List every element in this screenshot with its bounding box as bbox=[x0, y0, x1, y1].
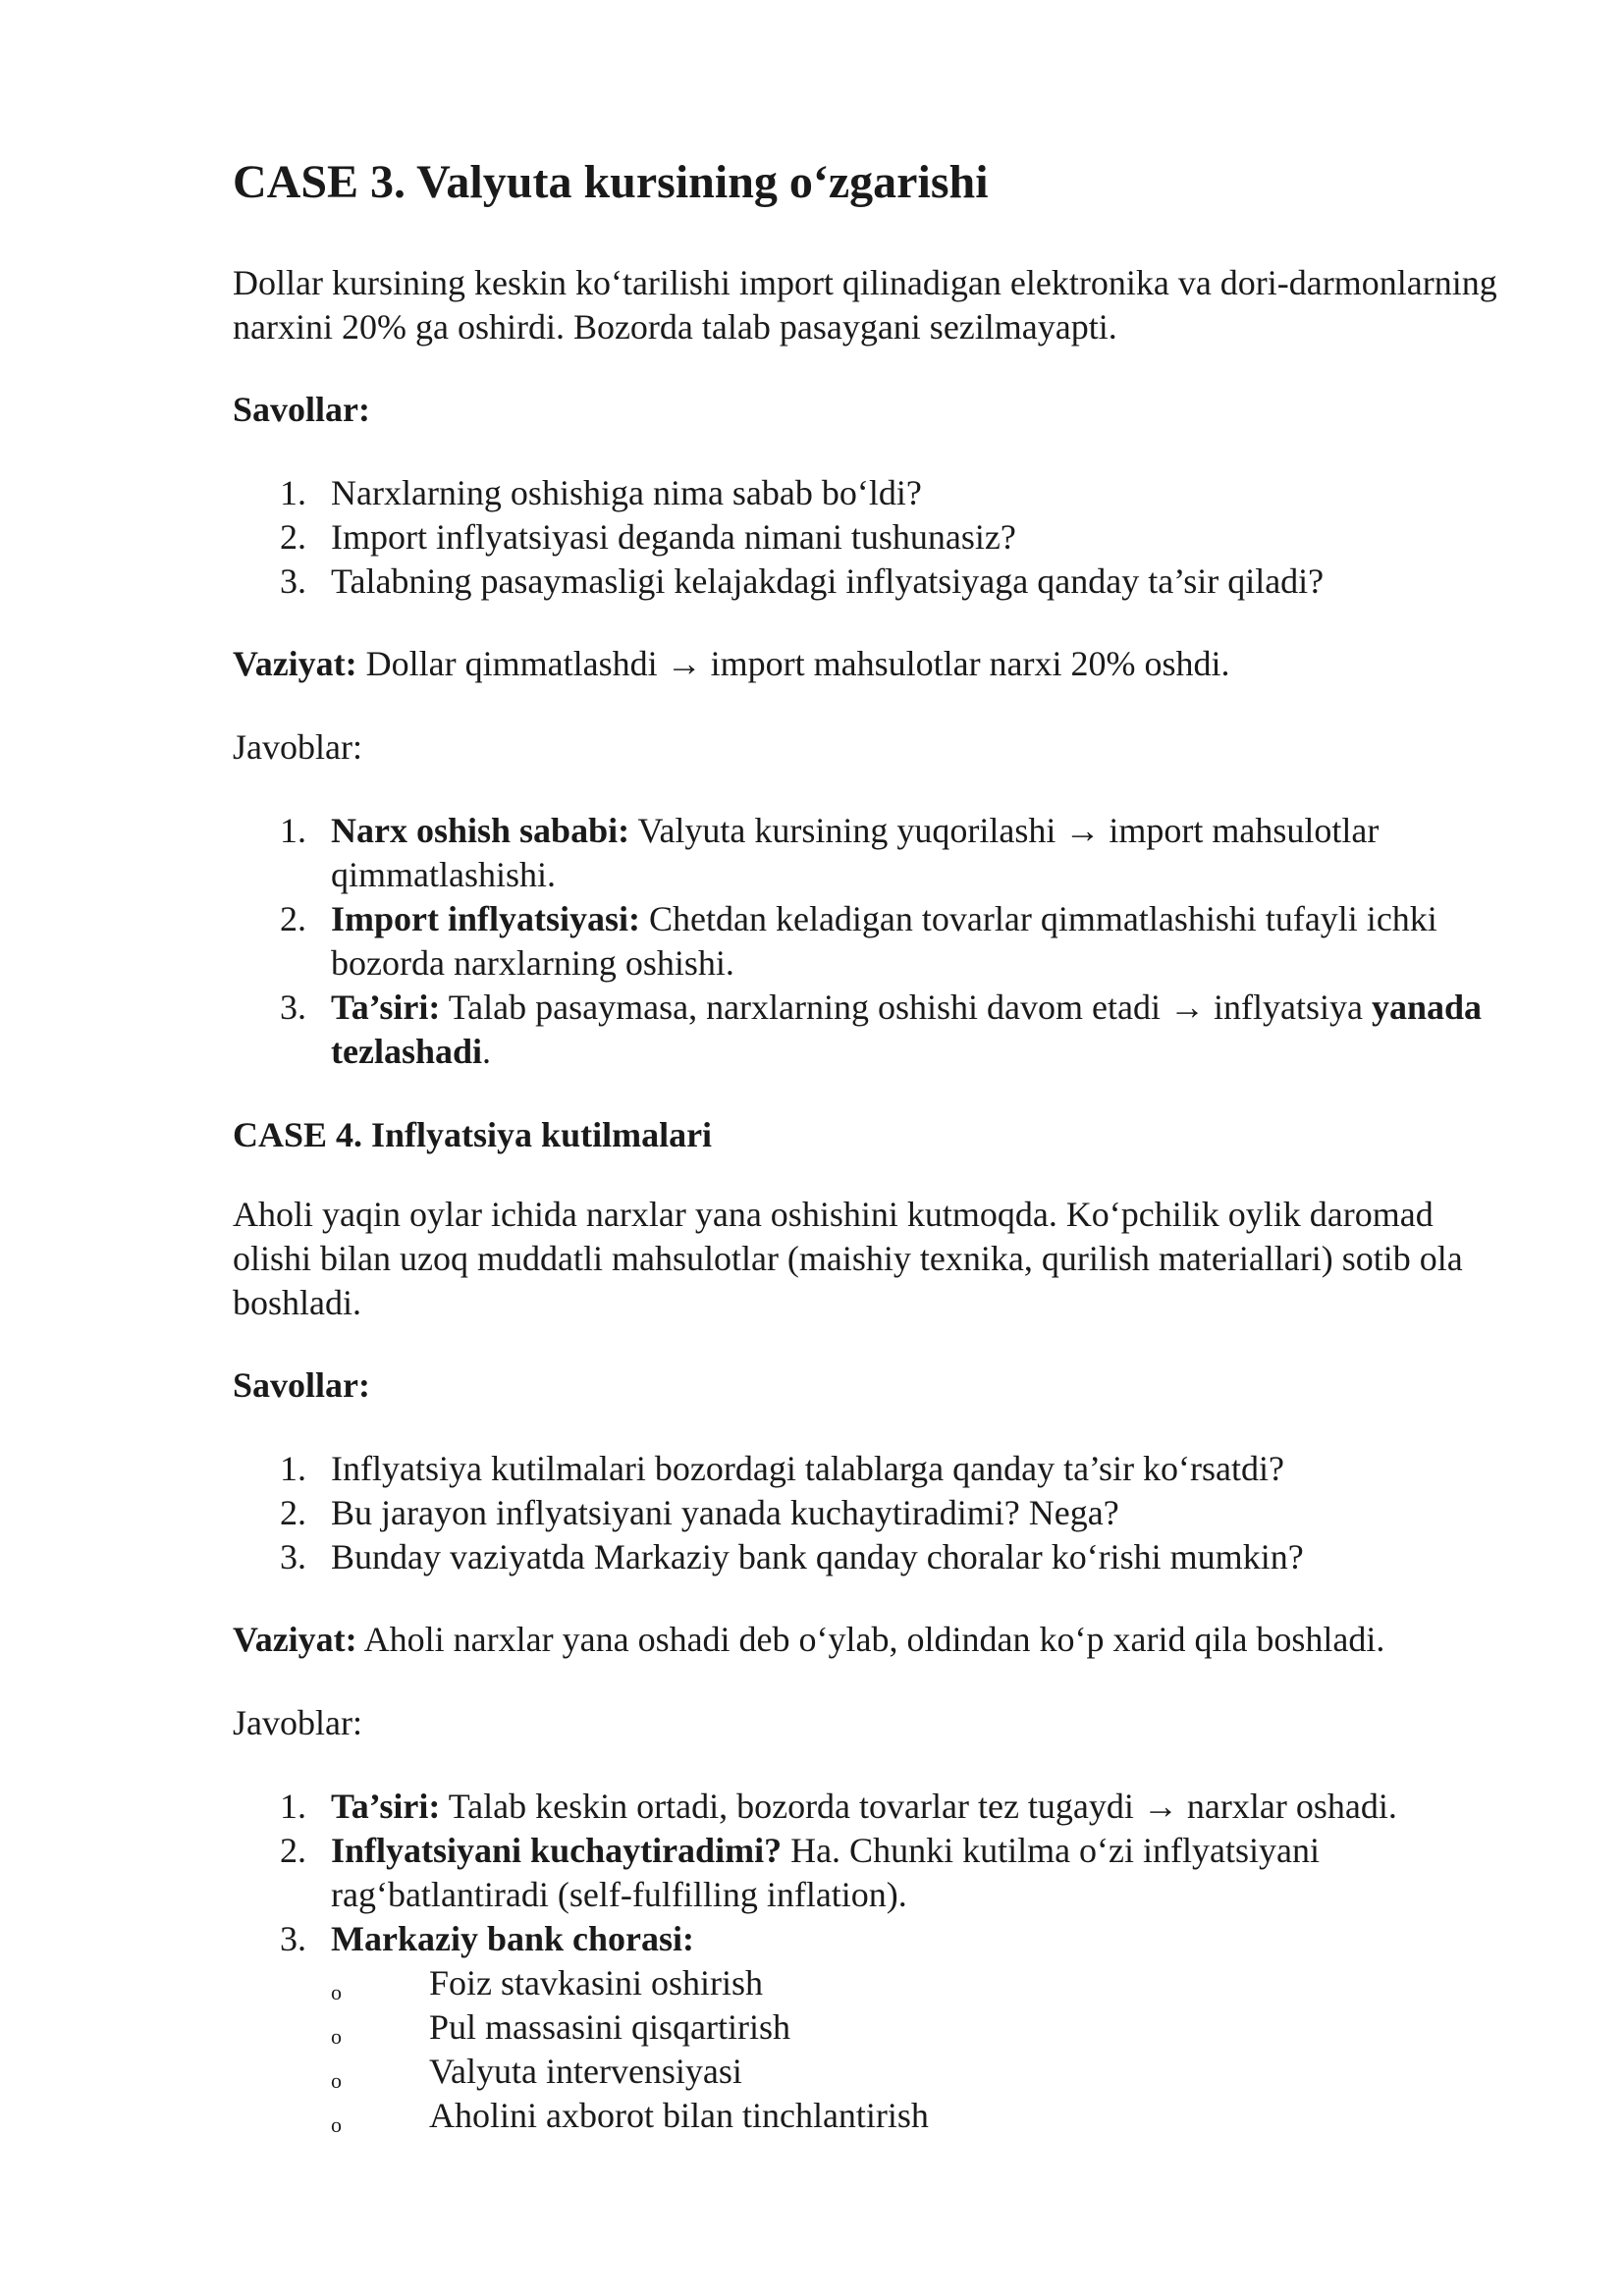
case4-title: CASE 4. Inflyatsiya kutilmalari bbox=[233, 1115, 713, 1154]
circle-bullet-icon: o bbox=[331, 2068, 342, 2093]
list-item: 3. Talabning pasaymasligi kelajakdagi inflyatsiyaga qanday ta’sir qiladi? bbox=[280, 561, 1325, 601]
list-item: o Pul massasini qisqartirish bbox=[331, 2005, 1506, 2050]
list-item: 1. Ta’siri: Talab keskin ortadi, bozorda tovarlar tez tugaydi → narxlar oshadi. bbox=[280, 1787, 1397, 1826]
situation-label: Vaziyat: bbox=[233, 644, 357, 683]
case4-answers-list bbox=[233, 1785, 1506, 2138]
situation-text: Aholi narxlar yana oshadi deb o‘ylab, oldindan ko‘p xarid qila boshladi. bbox=[356, 1620, 1385, 1659]
case4-situation bbox=[233, 1618, 1506, 1662]
list-item: 2. Bu jarayon inflyatsiyani yanada kuchaytiradimi? Nega? bbox=[280, 1493, 1119, 1532]
list-item: o Foiz stavkasini oshirish bbox=[331, 1961, 1506, 2005]
case4-questions-list bbox=[233, 1447, 1506, 1579]
case3-questions-list bbox=[233, 471, 1506, 604]
situation-text: Dollar qimmatlashdi → import mahsulotlar narxi 20% oshdi. bbox=[356, 644, 1230, 683]
case3-answers-label: Javoblar: bbox=[233, 727, 362, 767]
list-item: 2. Import inflyatsiyasi: Chetdan keladigan tovarlar qimmatlashishi tufayli ichki bozorda narxlarning oshishi. bbox=[280, 899, 1437, 983]
central-bank-measures-list bbox=[331, 1961, 1506, 2138]
list-item: 3. Ta’siri: Talab pasaymasa, narxlarning oshishi davom etadi → inflyatsiya yanada tezlashadi. bbox=[280, 988, 1482, 1071]
list-item: 2. Import inflyatsiyasi deganda nimani tushunasiz? bbox=[280, 517, 1016, 557]
case4-answers-label: Javoblar: bbox=[233, 1703, 362, 1742]
case3-questions-label: Savollar: bbox=[233, 390, 370, 429]
list-item: 1. Narx oshish sababi: Valyuta kursining yuqorilashi → import mahsulotlar qimmatlashishi. bbox=[280, 811, 1380, 894]
case3-title: CASE 3. Valyuta kursining o‘zgarishi bbox=[233, 156, 989, 208]
case3-situation bbox=[233, 642, 1506, 686]
case3-answers-list bbox=[233, 809, 1506, 1074]
circle-bullet-icon: o bbox=[331, 2024, 342, 2049]
case4-questions-label: Savollar: bbox=[233, 1365, 370, 1405]
case4-intro: Aholi yaqin oylar ichida narxlar yana oshishini kutmoqda. Ko‘pchilik oylik daromad olishi bilan uzoq muddatli mahsulotlar (maishiy texnika, qurilish materiallari) sotib ola boshladi. bbox=[233, 1195, 1463, 1322]
circle-bullet-icon: o bbox=[331, 1980, 342, 2004]
list-item: 3. Markaziy bank chorasi: o Foiz stavkasini oshirish o Pul massasini qisqartirish o Valyuta intervensiyasi o Aholini axborot bilan tinchlantirish bbox=[233, 1917, 1506, 2138]
circle-bullet-icon: o bbox=[331, 2112, 342, 2137]
list-item: o Aholini axborot bilan tinchlantirish bbox=[331, 2094, 1506, 2138]
list-item: 2. Inflyatsiyani kuchaytiradimi? Ha. Chunki kutilma o‘zi inflyatsiyani rag‘batlantiradi (self-fulfilling inflation). bbox=[280, 1831, 1320, 1914]
case3-intro: Dollar kursining keskin ko‘tarilishi import qilinadigan elektronika va dori-darmonlarning narxini 20% ga oshirdi. Bozorda talab pasaygani sezilmayapti. bbox=[233, 263, 1497, 347]
list-item: 3. Bunday vaziyatda Markaziy bank qanday choralar ko‘rishi mumkin? bbox=[280, 1537, 1304, 1576]
list-item: o Valyuta intervensiyasi bbox=[331, 2050, 1506, 2094]
list-item: 1. Narxlarning oshishiga nima sabab bo‘ldi? bbox=[280, 473, 922, 512]
situation-label: Vaziyat: bbox=[233, 1620, 357, 1659]
list-item: 1. Inflyatsiya kutilmalari bozordagi talablarga qanday ta’sir ko‘rsatdi? bbox=[280, 1449, 1284, 1488]
